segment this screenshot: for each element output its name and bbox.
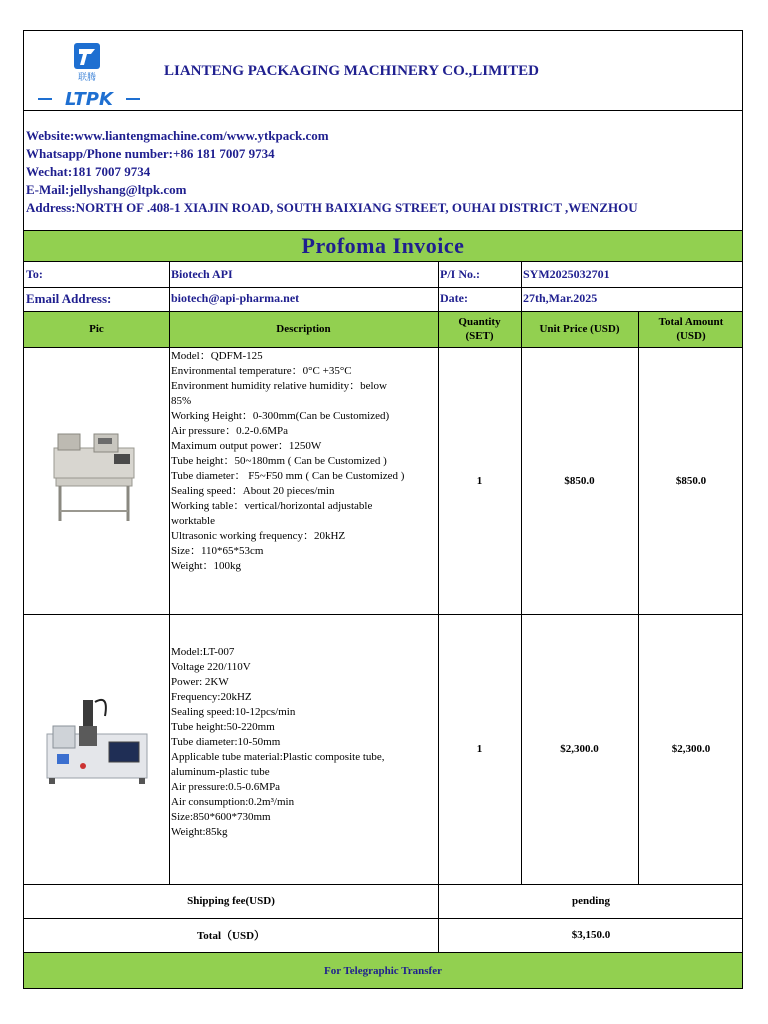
ltpk-logo-icon: [34, 41, 144, 111]
address-text: Address:NORTH OF .408-1 XIAJIN ROAD, SOUTH BAIXIANG STREET, OUHAI DISTRICT ,WENZHOU: [26, 200, 638, 215]
row2-description: Model:LT-007 Voltage 220/110V Power: 2KW Frequency:20kHZ Sealing speed:10-12pcs/min Tube height:50-220mm Tube diameter:10-50mm Applicable tube material:Plastic composite tube, aluminum-plastic tube Air pressure:0.5-0.6MPa Air consumption:0.2m³/min Size:850*600*730mm Weight:85kg: [171, 646, 385, 838]
header-quantity: Quantity (SET): [458, 316, 501, 342]
logo-cn-text: 联腾: [77, 73, 97, 83]
row2-total: $2,300.0: [671, 743, 711, 755]
date-value: 27th,Mar.2025: [523, 291, 598, 305]
website-text: Website:www.liantengmachine.com/www.ytkpack.com: [26, 128, 329, 143]
row2-quantity: 1: [476, 743, 483, 755]
header-unit-price: Unit Price (USD): [539, 323, 620, 335]
whatsapp-text: Whatsapp/Phone number:+86 181 7007 9734: [26, 146, 275, 161]
pi-value: SYM2025032701: [523, 267, 610, 281]
shipping-label: Shipping fee(USD): [187, 895, 275, 907]
total-value: $3,150.0: [571, 929, 611, 941]
shipping-value: pending: [572, 895, 610, 907]
company-name: LIANTENG PACKAGING MACHINERY CO.,LIMITED: [164, 63, 539, 79]
product-image-lt007: [39, 696, 154, 791]
company-logo: [34, 41, 144, 111]
row1-quantity: 1: [476, 474, 483, 487]
wechat-text: Wechat:181 7007 9734: [26, 164, 151, 179]
total-label: Total（USD）: [196, 930, 266, 942]
row1-total: $850.0: [675, 474, 707, 487]
invoice-sheet: [23, 30, 743, 989]
product-image-qdfm125: [44, 426, 149, 526]
invoice-title: Profoma Invoice: [301, 233, 465, 258]
row2-unit-price: $2,300.0: [560, 743, 599, 755]
header-description: Description: [276, 323, 331, 335]
contact-info: [26, 127, 638, 217]
to-value: Biotech API: [171, 267, 233, 281]
email-text: E-Mail:jellyshang@ltpk.com: [26, 182, 187, 197]
header-pic: Pic: [89, 323, 104, 335]
to-label: To:: [26, 267, 43, 281]
email-label: Email Address:: [26, 291, 112, 306]
header-total: Total Amount (USD): [658, 316, 724, 342]
pi-label: P/I No.:: [440, 267, 480, 281]
logo-text: LTPK: [65, 89, 113, 110]
row1-description: Model：QDFM-125 Environmental temperature：0°C +35°C Environment humidity relative humidity：below 85% Working Height：0-300mm(Can be Customized) Air pressure：0.2-0.6MPa Maximum output power：1250W Tube height：50~180mm ( Can be Customized ) Tube diameter： F5~F50 mm ( Can be Customized ) Sealing speed：About 20 pieces/min Working table：vertical/horizontal adjustable worktable Ultrasonic working frequency：20kHZ Size：110*65*53cm Weight：100kg: [171, 350, 405, 572]
email-value: biotech@api-pharma.net: [171, 291, 300, 305]
footer-telegraphic-transfer: For Telegraphic Transfer: [24, 953, 742, 988]
date-label: Date:: [440, 291, 468, 305]
row1-unit-price: $850.0: [564, 474, 595, 487]
